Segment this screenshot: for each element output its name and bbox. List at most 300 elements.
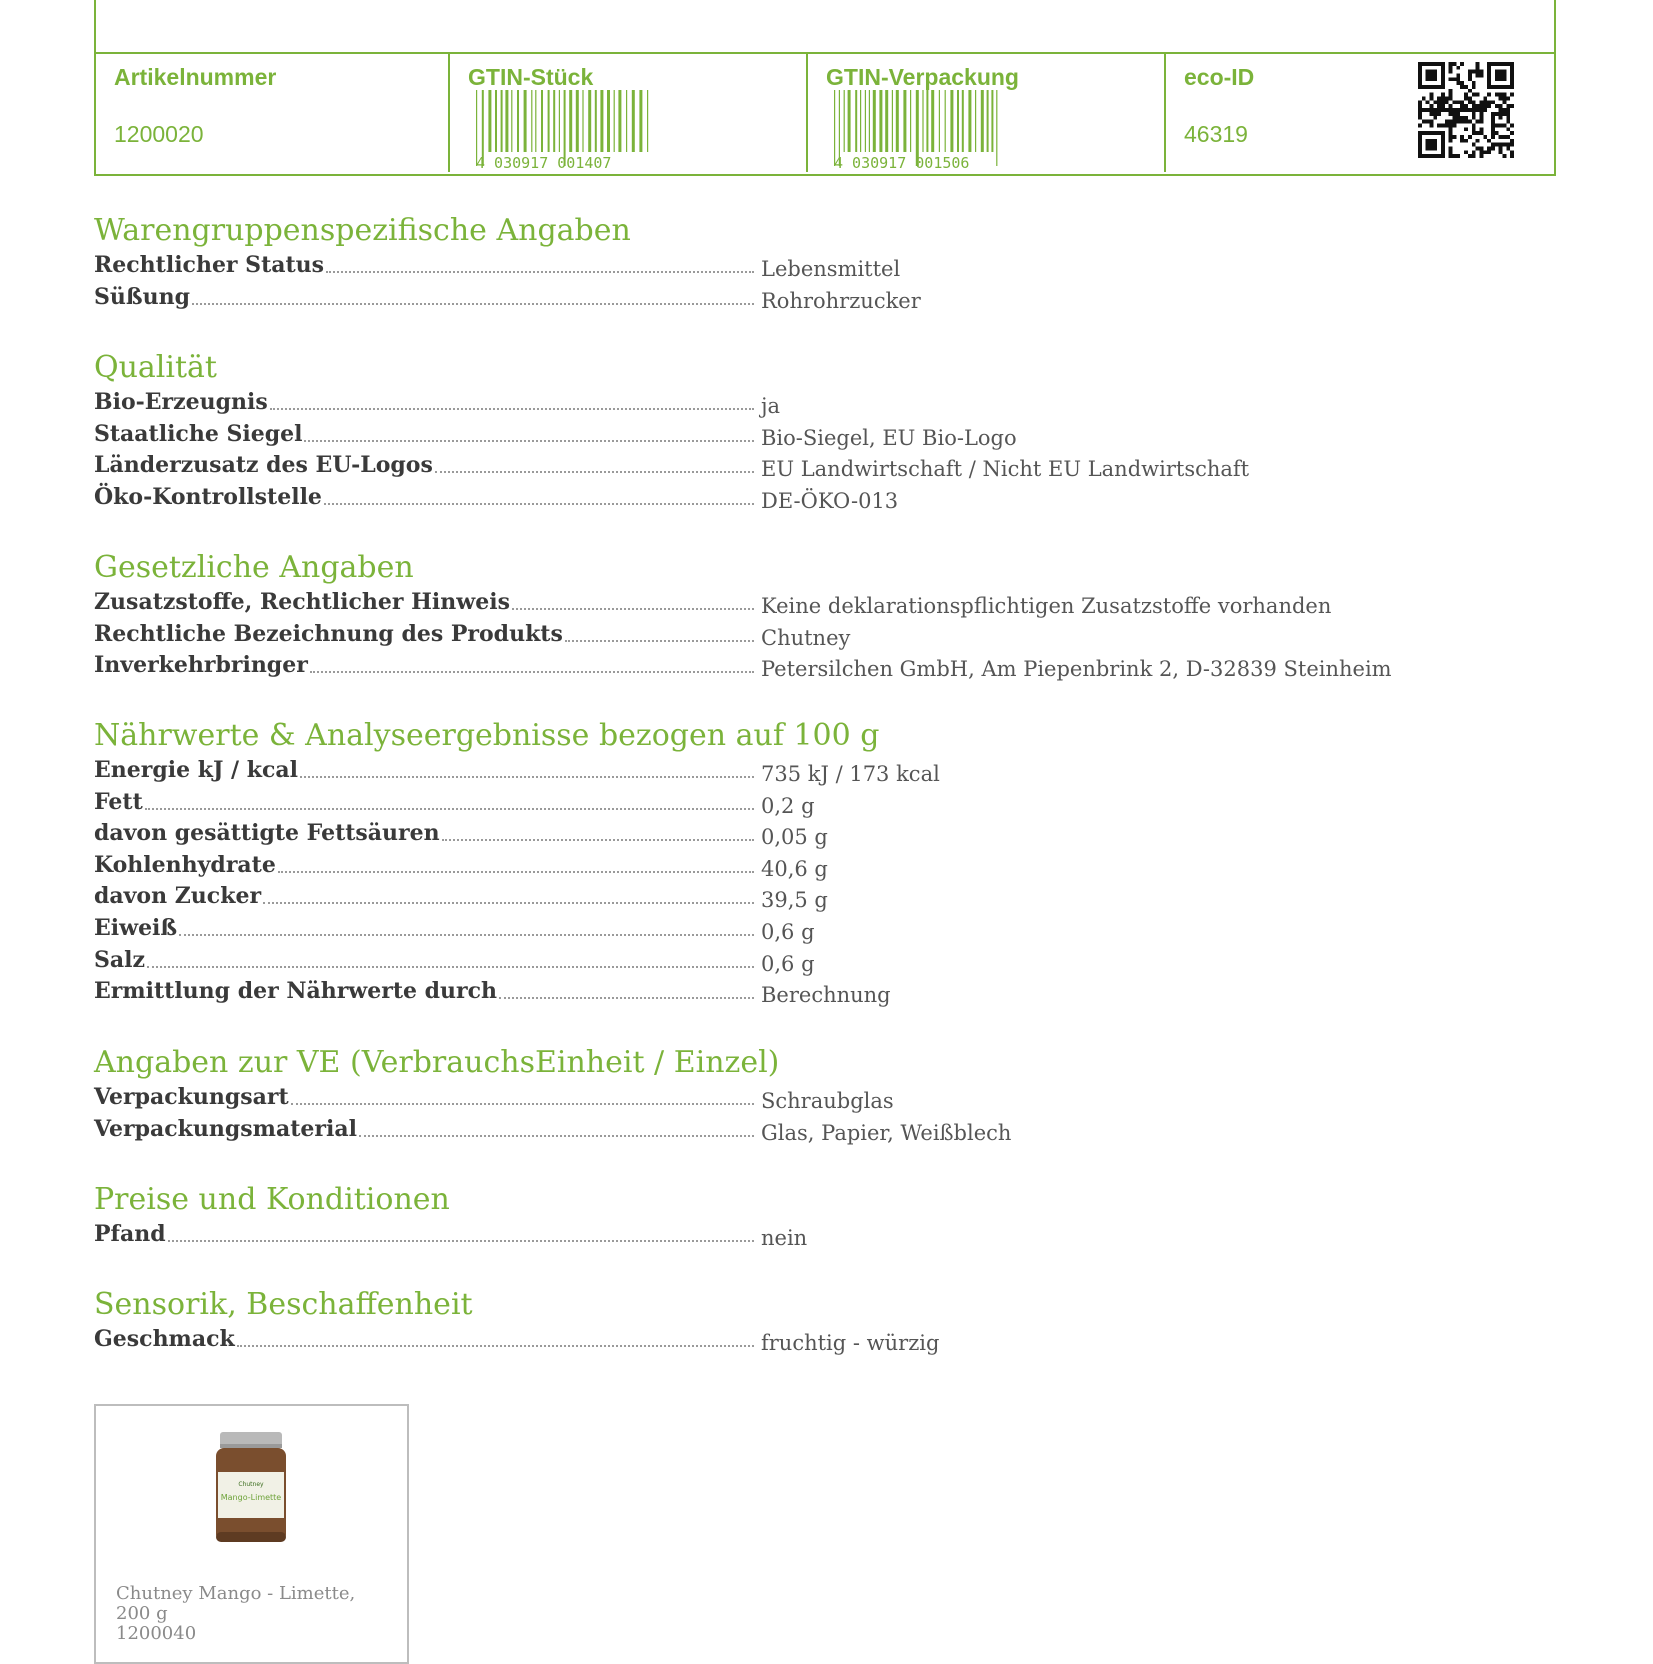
qr-module bbox=[1437, 108, 1441, 112]
qr-module bbox=[1510, 131, 1514, 135]
related-product-card[interactable] bbox=[94, 1404, 409, 1664]
barcode-bar bbox=[848, 90, 851, 152]
spec-value: 0,05 g bbox=[761, 825, 828, 850]
qr-module bbox=[1430, 143, 1434, 147]
spec-label-wrap bbox=[94, 420, 756, 448]
spec-value: Rohrohrzucker bbox=[761, 288, 921, 313]
spec-label: Verpackungsart bbox=[94, 1084, 289, 1110]
qr-module bbox=[1499, 85, 1503, 89]
barcode-bar bbox=[950, 90, 953, 152]
spec-label: Kohlenhydrate bbox=[94, 851, 276, 878]
qr-module bbox=[1483, 150, 1487, 154]
dot-leader bbox=[300, 775, 754, 778]
qr-module bbox=[1499, 93, 1503, 97]
spec-label-wrap bbox=[94, 651, 756, 679]
barcode-bar bbox=[926, 90, 928, 152]
qr-module bbox=[1430, 146, 1434, 150]
qr-module bbox=[1495, 93, 1499, 97]
qr-module bbox=[1430, 85, 1434, 89]
qr-module bbox=[1510, 62, 1514, 66]
qr-module bbox=[1495, 74, 1499, 78]
qr-module bbox=[1437, 154, 1441, 158]
qr-module bbox=[1433, 74, 1437, 78]
spec-value: Berechnung bbox=[761, 983, 891, 1008]
qr-module bbox=[1487, 146, 1491, 150]
product-card-text bbox=[116, 1584, 396, 1644]
qr-module bbox=[1418, 112, 1422, 116]
qr-module bbox=[1426, 154, 1430, 158]
qr-module bbox=[1433, 143, 1437, 147]
qr-module bbox=[1476, 74, 1480, 78]
qr-module bbox=[1491, 131, 1495, 135]
barcode-bar bbox=[931, 90, 934, 152]
spec-label: Rechtlicher Status bbox=[94, 252, 325, 278]
barcode-bar bbox=[614, 90, 615, 152]
section-title: Angaben zur VE (VerbrauchsEinheit / Einzel) bbox=[94, 1045, 780, 1080]
qr-module bbox=[1453, 100, 1457, 104]
spec-label-wrap bbox=[94, 283, 756, 311]
qr-module bbox=[1456, 116, 1460, 120]
spec-label: Pfand bbox=[94, 1221, 166, 1247]
qr-module bbox=[1426, 139, 1430, 143]
qr-module bbox=[1472, 127, 1476, 131]
qr-module bbox=[1441, 74, 1445, 78]
qr-module bbox=[1449, 154, 1453, 158]
qr-module bbox=[1460, 120, 1464, 124]
gtin-verpackung-barcode bbox=[832, 88, 1012, 170]
qr-module bbox=[1510, 150, 1514, 154]
qr-module bbox=[1426, 131, 1430, 135]
qr-module bbox=[1445, 97, 1449, 101]
qr-module bbox=[1479, 146, 1483, 150]
qr-module bbox=[1449, 123, 1453, 127]
dot-leader bbox=[147, 965, 754, 968]
qr-module bbox=[1510, 139, 1514, 143]
qr-module bbox=[1426, 108, 1430, 112]
qr-module bbox=[1445, 108, 1449, 112]
qr-module bbox=[1472, 154, 1476, 158]
gtin-stueck-cell bbox=[450, 54, 808, 172]
qr-module bbox=[1418, 104, 1422, 108]
article-info-box bbox=[94, 0, 1556, 176]
section-title: Sensorik, Beschaffenheit bbox=[94, 1287, 473, 1322]
spec-label-wrap bbox=[94, 451, 756, 479]
barcode-bar bbox=[922, 90, 923, 152]
section bbox=[94, 1285, 1514, 1357]
qr-module bbox=[1464, 93, 1468, 97]
spec-row bbox=[94, 882, 1514, 914]
qr-module bbox=[1479, 131, 1483, 135]
qr-module bbox=[1456, 66, 1460, 70]
spec-label: Öko-Kontrollstelle bbox=[94, 483, 322, 510]
qr-module bbox=[1487, 81, 1491, 85]
qr-module bbox=[1491, 143, 1495, 147]
qr-module bbox=[1487, 66, 1491, 70]
qr-module bbox=[1437, 123, 1441, 127]
barcode-bar bbox=[987, 90, 989, 152]
qr-module bbox=[1506, 108, 1510, 112]
spec-value: 39,5 g bbox=[761, 888, 828, 913]
qr-module bbox=[1464, 85, 1468, 89]
spec-label: Inverkehrbringer bbox=[94, 652, 308, 679]
qr-module bbox=[1476, 139, 1480, 143]
dot-leader bbox=[565, 639, 754, 642]
qr-module bbox=[1426, 70, 1430, 74]
gtin-verpackung-cell bbox=[808, 54, 1166, 172]
qr-module bbox=[1468, 154, 1472, 158]
dot-leader bbox=[442, 838, 754, 841]
qr-module bbox=[1441, 81, 1445, 85]
spec-row bbox=[94, 1115, 1514, 1147]
section bbox=[94, 1043, 1514, 1146]
qr-module bbox=[1430, 123, 1434, 127]
qr-module bbox=[1468, 89, 1472, 93]
dot-leader bbox=[270, 407, 754, 410]
spec-label: Geschmack bbox=[94, 1326, 235, 1352]
qr-module bbox=[1468, 108, 1472, 112]
spec-label: Staatliche Siegel bbox=[94, 420, 303, 447]
qr-module bbox=[1460, 139, 1464, 143]
qr-module bbox=[1449, 150, 1453, 154]
qr-module bbox=[1479, 150, 1483, 154]
qr-module bbox=[1453, 77, 1457, 81]
qr-module bbox=[1472, 70, 1476, 74]
qr-module bbox=[1499, 135, 1503, 139]
barcode-bar bbox=[865, 90, 866, 152]
section bbox=[94, 1180, 1514, 1252]
qr-module bbox=[1502, 77, 1506, 81]
qr-module bbox=[1437, 62, 1441, 66]
qr-module bbox=[1472, 143, 1476, 147]
barcode-bar bbox=[860, 90, 861, 152]
spec-label: Salz bbox=[94, 946, 145, 973]
barcode-bar bbox=[844, 90, 845, 152]
spec-label: Süßung bbox=[94, 283, 190, 310]
spec-label-wrap bbox=[94, 251, 756, 279]
qr-module bbox=[1499, 62, 1503, 66]
spec-value: 735 kJ / 173 kcal bbox=[761, 762, 940, 786]
spec-row bbox=[94, 977, 1514, 1009]
qr-module bbox=[1479, 100, 1483, 104]
spec-row bbox=[94, 1325, 1514, 1357]
qr-module bbox=[1449, 70, 1453, 74]
qr-module bbox=[1460, 116, 1464, 120]
qr-module bbox=[1479, 116, 1483, 120]
qr-module bbox=[1433, 112, 1437, 116]
qr-module bbox=[1464, 127, 1468, 131]
qr-module bbox=[1495, 123, 1499, 127]
spec-label: Rechtliche Bezeichnung des Produkts bbox=[94, 620, 563, 647]
section bbox=[94, 348, 1514, 514]
qr-module bbox=[1468, 77, 1472, 81]
spec-row bbox=[94, 451, 1514, 483]
qr-module bbox=[1437, 104, 1441, 108]
qr-module bbox=[1495, 143, 1499, 147]
qr-module bbox=[1487, 150, 1491, 154]
qr-module bbox=[1441, 93, 1445, 97]
qr-module bbox=[1426, 143, 1430, 147]
qr-module bbox=[1472, 108, 1476, 112]
spec-label: Eiweiß bbox=[94, 914, 178, 941]
qr-module bbox=[1449, 66, 1453, 70]
barcode-bar bbox=[632, 90, 635, 152]
qr-module bbox=[1426, 74, 1430, 78]
qr-module bbox=[1479, 127, 1483, 131]
qr-module bbox=[1453, 108, 1457, 112]
qr-module bbox=[1479, 120, 1483, 124]
qr-module bbox=[1441, 146, 1445, 150]
qr-module bbox=[1495, 104, 1499, 108]
qr-module bbox=[1476, 62, 1480, 66]
qr-module bbox=[1499, 116, 1503, 120]
qr-module bbox=[1437, 97, 1441, 101]
spec-label: davon Zucker bbox=[94, 883, 262, 910]
dot-leader bbox=[192, 302, 754, 305]
qr-module bbox=[1499, 77, 1503, 81]
barcode-bar bbox=[595, 90, 597, 152]
barcode-bar bbox=[569, 90, 572, 152]
section bbox=[94, 211, 1514, 314]
dot-leader bbox=[435, 470, 754, 473]
qr-module bbox=[1487, 104, 1491, 108]
qr-module bbox=[1418, 85, 1422, 89]
qr-module bbox=[1418, 143, 1422, 147]
qr-module bbox=[1464, 116, 1468, 120]
qr-module bbox=[1506, 97, 1510, 101]
qr-module bbox=[1441, 70, 1445, 74]
qr-module bbox=[1426, 77, 1430, 81]
qr-module bbox=[1510, 66, 1514, 70]
qr-module bbox=[1499, 70, 1503, 74]
qr-module bbox=[1502, 97, 1506, 101]
qr-module bbox=[1510, 77, 1514, 81]
qr-module bbox=[1441, 100, 1445, 104]
qr-module bbox=[1506, 62, 1510, 66]
spec-value: nein bbox=[761, 1226, 808, 1250]
gtin-verpackung-label: GTIN-Verpackung bbox=[826, 64, 1019, 90]
qr-module bbox=[1472, 85, 1476, 89]
spec-label: Energie kJ / kcal bbox=[94, 757, 299, 783]
spec-label-wrap bbox=[94, 977, 756, 1005]
qr-module bbox=[1418, 116, 1422, 120]
qr-module bbox=[1430, 104, 1434, 108]
spec-label-wrap bbox=[94, 1115, 756, 1143]
barcode-bar bbox=[981, 90, 984, 152]
qr-module bbox=[1449, 146, 1453, 150]
qr-module bbox=[1433, 108, 1437, 112]
qr-module bbox=[1502, 70, 1506, 74]
qr-module bbox=[1430, 93, 1434, 97]
barcode-bar bbox=[873, 90, 876, 152]
qr-module bbox=[1506, 146, 1510, 150]
product-jar-image bbox=[214, 1432, 288, 1546]
gtin-stueck-digits: 4 030917 001407 bbox=[476, 154, 612, 170]
qr-module bbox=[1472, 116, 1476, 120]
qr-module bbox=[1418, 70, 1422, 74]
spec-label-wrap bbox=[94, 851, 756, 879]
qr-module bbox=[1418, 100, 1422, 104]
qr-module bbox=[1499, 74, 1503, 78]
qr-module bbox=[1491, 100, 1495, 104]
qr-module bbox=[1468, 120, 1472, 124]
qr-module bbox=[1506, 143, 1510, 147]
qr-module bbox=[1491, 116, 1495, 120]
qr-module bbox=[1476, 93, 1480, 97]
qr-module bbox=[1437, 131, 1441, 135]
qr-module bbox=[1433, 146, 1437, 150]
spec-value: Chutney bbox=[761, 625, 851, 650]
qr-module bbox=[1483, 97, 1487, 101]
barcode-bar bbox=[535, 90, 536, 152]
qr-module bbox=[1472, 112, 1476, 116]
qr-module bbox=[1483, 100, 1487, 104]
qr-module bbox=[1433, 154, 1437, 158]
qr-module bbox=[1433, 85, 1437, 89]
qr-module bbox=[1487, 62, 1491, 66]
spec-label: Länderzusatz des EU-Logos bbox=[94, 452, 433, 479]
qr-module bbox=[1476, 120, 1480, 124]
qr-module bbox=[1418, 131, 1422, 135]
qr-module bbox=[1441, 150, 1445, 154]
qr-module bbox=[1441, 135, 1445, 139]
jar-label-line2: Mango-Limette bbox=[220, 1493, 282, 1502]
qr-module bbox=[1456, 81, 1460, 85]
qr-module bbox=[1491, 112, 1495, 116]
qr-module bbox=[1510, 123, 1514, 127]
qr-module bbox=[1422, 97, 1426, 101]
qr-module bbox=[1456, 154, 1460, 158]
qr-module bbox=[1479, 154, 1483, 158]
qr-module bbox=[1445, 100, 1449, 104]
qr-module bbox=[1441, 77, 1445, 81]
qr-module bbox=[1441, 85, 1445, 89]
qr-module bbox=[1449, 62, 1453, 66]
qr-module bbox=[1495, 62, 1499, 66]
barcode-bar bbox=[962, 90, 964, 152]
dot-leader bbox=[326, 270, 754, 273]
qr-module bbox=[1441, 62, 1445, 66]
spec-row bbox=[94, 483, 1514, 515]
spec-label: Fett bbox=[94, 788, 143, 815]
barcode-bar bbox=[957, 90, 959, 152]
qr-module bbox=[1502, 74, 1506, 78]
qr-module bbox=[1418, 108, 1422, 112]
dot-leader bbox=[168, 1239, 754, 1242]
qr-module bbox=[1506, 120, 1510, 124]
qr-module bbox=[1491, 62, 1495, 66]
qr-module bbox=[1479, 74, 1483, 78]
qr-module bbox=[1476, 104, 1480, 108]
spec-label-wrap bbox=[94, 620, 756, 648]
barcode-bar bbox=[505, 90, 508, 152]
barcode-bar bbox=[975, 90, 976, 152]
qr-module bbox=[1441, 108, 1445, 112]
barcode-bar bbox=[531, 90, 532, 152]
qr-module bbox=[1456, 74, 1460, 78]
qr-module bbox=[1422, 85, 1426, 89]
section-title: Gesetzliche Angaben bbox=[94, 550, 414, 585]
qr-module bbox=[1456, 112, 1460, 116]
spec-value: 0,2 g bbox=[761, 793, 815, 818]
qr-module bbox=[1422, 108, 1426, 112]
qr-module bbox=[1479, 112, 1483, 116]
qr-module bbox=[1449, 112, 1453, 116]
qr-module bbox=[1468, 70, 1472, 74]
qr-module bbox=[1426, 120, 1430, 124]
qr-module bbox=[1499, 143, 1503, 147]
barcode-bar bbox=[939, 90, 940, 152]
qr-module bbox=[1453, 112, 1457, 116]
spec-label-wrap bbox=[94, 1325, 756, 1353]
qr-module bbox=[1502, 62, 1506, 66]
qr-module bbox=[1502, 123, 1506, 127]
qr-module bbox=[1464, 104, 1468, 108]
qr-module bbox=[1479, 108, 1483, 112]
qr-module bbox=[1495, 77, 1499, 81]
spec-value: 40,6 g bbox=[761, 856, 828, 881]
spec-label-wrap bbox=[94, 882, 756, 910]
qr-module bbox=[1422, 62, 1426, 66]
qr-module bbox=[1430, 97, 1434, 101]
dot-leader bbox=[310, 670, 754, 673]
spec-row bbox=[94, 283, 1514, 315]
spec-row bbox=[94, 788, 1514, 820]
barcode-bar bbox=[855, 90, 857, 152]
qr-module bbox=[1502, 85, 1506, 89]
qr-module bbox=[1426, 100, 1430, 104]
spec-label-wrap bbox=[94, 483, 756, 511]
qr-module bbox=[1422, 120, 1426, 124]
dot-leader bbox=[179, 933, 754, 936]
barcode-bar bbox=[553, 90, 555, 152]
qr-module bbox=[1476, 66, 1480, 70]
qr-module bbox=[1491, 123, 1495, 127]
qr-module bbox=[1445, 120, 1449, 124]
barcode-bar bbox=[896, 90, 899, 152]
qr-module bbox=[1510, 154, 1514, 158]
qr-module bbox=[1472, 93, 1476, 97]
barcode-bar bbox=[885, 90, 888, 152]
qr-module bbox=[1441, 139, 1445, 143]
gtin-stueck-barcode bbox=[474, 88, 654, 170]
qr-module bbox=[1441, 154, 1445, 158]
qr-module bbox=[1491, 146, 1495, 150]
qr-module bbox=[1456, 100, 1460, 104]
qr-module bbox=[1430, 120, 1434, 124]
barcode-bar bbox=[576, 90, 579, 152]
qr-module bbox=[1445, 123, 1449, 127]
qr-module bbox=[1464, 108, 1468, 112]
spec-label-wrap bbox=[94, 946, 756, 974]
gtin-verpackung-digits: 4 030917 001506 bbox=[834, 154, 970, 170]
qr-module bbox=[1456, 120, 1460, 124]
spec-row bbox=[94, 251, 1514, 283]
qr-module bbox=[1510, 81, 1514, 85]
qr-module bbox=[1510, 104, 1514, 108]
qr-module bbox=[1449, 135, 1453, 139]
barcode-bar bbox=[541, 90, 543, 152]
section bbox=[94, 548, 1514, 683]
qr-module bbox=[1499, 104, 1503, 108]
barcode-bar bbox=[991, 90, 993, 152]
qr-module bbox=[1418, 150, 1422, 154]
qr-module bbox=[1456, 77, 1460, 81]
spec-row bbox=[94, 946, 1514, 978]
qr-module bbox=[1464, 120, 1468, 124]
barcode-bar bbox=[600, 90, 603, 152]
spec-row bbox=[94, 1083, 1514, 1115]
spec-value: Petersilchen GmbH, Am Piepenbrink 2, D-32839 Steinheim bbox=[761, 657, 1392, 682]
